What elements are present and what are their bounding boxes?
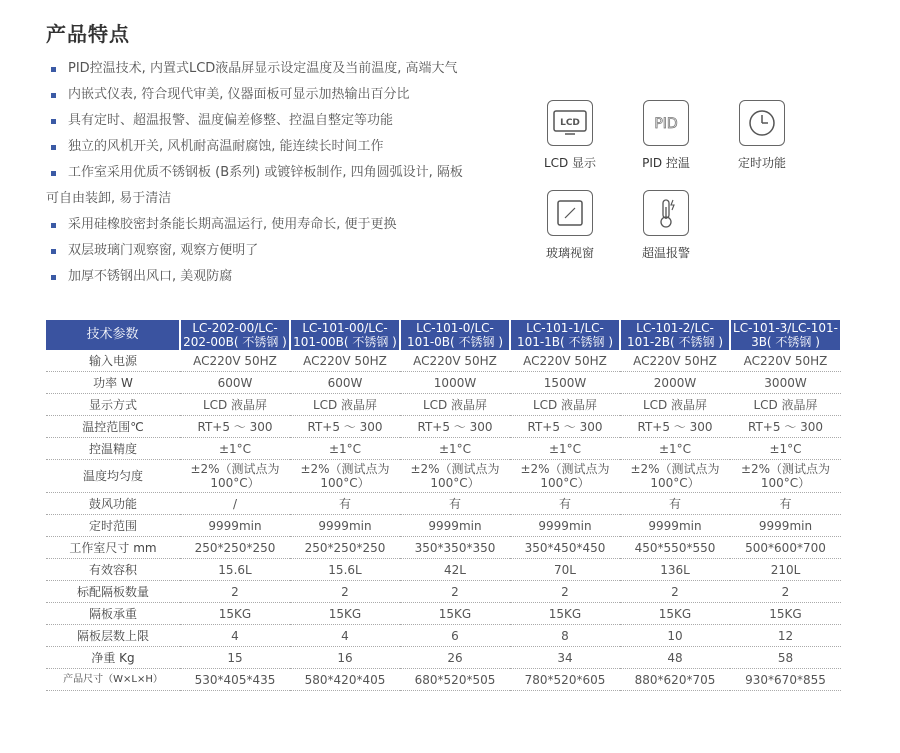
spec-cell: 12 bbox=[730, 625, 841, 647]
spec-row-label: 鼓风功能 bbox=[46, 493, 180, 515]
pid-icon bbox=[643, 100, 689, 146]
spec-row bbox=[46, 438, 841, 460]
spec-cell: / bbox=[180, 493, 290, 515]
spec-cell: 250*250*250 bbox=[180, 537, 290, 559]
section-title: 产品特点 bbox=[46, 22, 130, 46]
spec-cell: 680*520*505 bbox=[400, 669, 510, 691]
spec-cell: AC220V 50HZ bbox=[730, 350, 841, 372]
spec-cell: ±1°C bbox=[290, 438, 400, 460]
feature-timer bbox=[722, 100, 802, 171]
spec-cell: ±2%（测试点为100°C） bbox=[510, 460, 620, 493]
spec-cell: LCD 液晶屏 bbox=[730, 394, 841, 416]
svg-text:LCD: LCD bbox=[560, 118, 580, 128]
spec-cell: 1500W bbox=[510, 372, 620, 394]
spec-cell: 1000W bbox=[400, 372, 510, 394]
glass-window-icon bbox=[547, 190, 593, 236]
spec-cell: 4 bbox=[290, 625, 400, 647]
spec-cell: ±2%（测试点为100°C） bbox=[290, 460, 400, 493]
spec-row-label: 显示方式 bbox=[46, 394, 180, 416]
spec-row-label: 隔板层数上限 bbox=[46, 625, 180, 647]
spec-cell: RT+5 ～ 300 bbox=[180, 416, 290, 438]
spec-row-label: 工作室尺寸 mm bbox=[46, 537, 180, 559]
spec-cell: 15KG bbox=[290, 603, 400, 625]
spec-header-row bbox=[46, 320, 841, 350]
spec-cell: 3000W bbox=[730, 372, 841, 394]
spec-cell: 4 bbox=[180, 625, 290, 647]
thermometer-alarm-icon bbox=[643, 190, 689, 236]
model-header: LC-101-0/LC-101-0B( 不锈钢 ) bbox=[400, 320, 510, 350]
spec-header-label: 技术参数 bbox=[46, 320, 180, 350]
feature-pid bbox=[626, 100, 706, 171]
spec-cell: 210L bbox=[730, 559, 841, 581]
spec-cell: RT+5 ～ 300 bbox=[400, 416, 510, 438]
spec-cell: 48 bbox=[620, 647, 730, 669]
spec-row-label: 定时范围 bbox=[46, 515, 180, 537]
spec-row bbox=[46, 603, 841, 625]
spec-cell: 70L bbox=[510, 559, 620, 581]
spec-row bbox=[46, 350, 841, 372]
spec-cell: LCD 液晶屏 bbox=[400, 394, 510, 416]
clock-icon bbox=[739, 100, 785, 146]
spec-cell: RT+5 ～ 300 bbox=[290, 416, 400, 438]
spec-cell: 8 bbox=[510, 625, 620, 647]
spec-row-label: 产品尺寸（W×L×H） bbox=[46, 669, 180, 691]
spec-cell: 350*350*350 bbox=[400, 537, 510, 559]
spec-row-label: 输入电源 bbox=[46, 350, 180, 372]
spec-row bbox=[46, 559, 841, 581]
spec-cell: 136L bbox=[620, 559, 730, 581]
spec-cell: 9999min bbox=[510, 515, 620, 537]
spec-cell: 2000W bbox=[620, 372, 730, 394]
spec-cell: 880*620*705 bbox=[620, 669, 730, 691]
spec-cell: 2 bbox=[730, 581, 841, 603]
model-header: LC-101-2/LC-101-2B( 不锈钢 ) bbox=[620, 320, 730, 350]
spec-cell: 2 bbox=[400, 581, 510, 603]
spec-cell: 580*420*405 bbox=[290, 669, 400, 691]
spec-cell: 9999min bbox=[180, 515, 290, 537]
feature-glass-window bbox=[530, 190, 610, 261]
spec-cell: RT+5 ～ 300 bbox=[730, 416, 841, 438]
spec-cell: 500*600*700 bbox=[730, 537, 841, 559]
spec-row-label: 隔板承重 bbox=[46, 603, 180, 625]
feature-item: 独立的风机开关, 风机耐高温耐腐蚀, 能连续长时间工作 bbox=[46, 134, 506, 160]
model-header: LC-101-3/LC-101-3B( 不锈钢 ) bbox=[730, 320, 841, 350]
spec-cell: 16 bbox=[290, 647, 400, 669]
spec-cell: 10 bbox=[620, 625, 730, 647]
spec-cell: 2 bbox=[620, 581, 730, 603]
spec-cell: 930*670*855 bbox=[730, 669, 841, 691]
spec-cell: 2 bbox=[510, 581, 620, 603]
feature-item: 工作室采用优质不锈钢板 (B系列) 或镀锌板制作, 四角圆弧设计, 隔板 bbox=[46, 160, 506, 186]
spec-cell: LCD 液晶屏 bbox=[180, 394, 290, 416]
feature-item: 双层玻璃门观察窗, 观察方便明了 bbox=[46, 238, 506, 264]
lcd-icon bbox=[547, 100, 593, 146]
feature-item: 加厚不锈钢出风口, 美观防腐 bbox=[46, 264, 506, 290]
spec-cell: 600W bbox=[180, 372, 290, 394]
spec-cell: ±2%（测试点为100°C） bbox=[730, 460, 841, 493]
spec-row bbox=[46, 625, 841, 647]
spec-cell: 15.6L bbox=[290, 559, 400, 581]
spec-cell: LCD 液晶屏 bbox=[290, 394, 400, 416]
spec-cell: 2 bbox=[290, 581, 400, 603]
spec-cell: AC220V 50HZ bbox=[180, 350, 290, 372]
spec-row bbox=[46, 537, 841, 559]
spec-cell: 15KG bbox=[730, 603, 841, 625]
spec-row-label: 控温精度 bbox=[46, 438, 180, 460]
spec-row bbox=[46, 515, 841, 537]
feature-item: PID控温技术, 内置式LCD液晶屏显示设定温度及当前温度, 高端大气 bbox=[46, 56, 506, 82]
spec-cell: 9999min bbox=[290, 515, 400, 537]
spec-cell: 26 bbox=[400, 647, 510, 669]
spec-cell: 530*405*435 bbox=[180, 669, 290, 691]
spec-row-label: 有效容积 bbox=[46, 559, 180, 581]
model-header: LC-101-00/LC-101-00B( 不锈钢 ) bbox=[290, 320, 400, 350]
model-header: LC-202-00/LC-202-00B( 不锈钢 ) bbox=[180, 320, 290, 350]
spec-cell: AC220V 50HZ bbox=[510, 350, 620, 372]
spec-row-label: 净重 Kg bbox=[46, 647, 180, 669]
spec-cell: 6 bbox=[400, 625, 510, 647]
spec-cell: 有 bbox=[400, 493, 510, 515]
spec-cell: 9999min bbox=[620, 515, 730, 537]
spec-cell: ±2%（测试点为100°C） bbox=[400, 460, 510, 493]
spec-cell: 有 bbox=[730, 493, 841, 515]
spec-cell: ±1°C bbox=[180, 438, 290, 460]
spec-table bbox=[46, 320, 842, 691]
spec-row bbox=[46, 460, 841, 493]
over-temp-alarm-label: 超温报警 bbox=[641, 246, 690, 260]
feature-item: 可自由装卸, 易于清洁 bbox=[46, 191, 172, 206]
spec-cell: 有 bbox=[620, 493, 730, 515]
spec-cell: AC220V 50HZ bbox=[620, 350, 730, 372]
spec-cell: 15 bbox=[180, 647, 290, 669]
svg-text:PID: PID bbox=[654, 116, 678, 132]
spec-row bbox=[46, 647, 841, 669]
spec-cell: 15KG bbox=[180, 603, 290, 625]
glass-window-label: 玻璃视窗 bbox=[545, 246, 594, 260]
feature-item: 采用硅橡胶密封条能长期高温运行, 使用寿命长, 便于更换 bbox=[46, 212, 506, 238]
pid-label: PID 控温 bbox=[642, 156, 690, 170]
spec-cell: 15KG bbox=[400, 603, 510, 625]
spec-cell: ±1°C bbox=[510, 438, 620, 460]
spec-cell: 250*250*250 bbox=[290, 537, 400, 559]
spec-cell: 9999min bbox=[730, 515, 841, 537]
timer-label: 定时功能 bbox=[737, 156, 786, 170]
spec-row bbox=[46, 493, 841, 515]
spec-cell: RT+5 ～ 300 bbox=[510, 416, 620, 438]
spec-row-label: 温度均匀度 bbox=[46, 460, 180, 493]
spec-row bbox=[46, 394, 841, 416]
spec-cell: AC220V 50HZ bbox=[290, 350, 400, 372]
feature-list bbox=[46, 56, 506, 290]
spec-cell: ±1°C bbox=[620, 438, 730, 460]
spec-cell: AC220V 50HZ bbox=[400, 350, 510, 372]
spec-cell: RT+5 ～ 300 bbox=[620, 416, 730, 438]
spec-cell: ±2%（测试点为100°C） bbox=[180, 460, 290, 493]
spec-row bbox=[46, 669, 841, 691]
spec-cell: LCD 液晶屏 bbox=[510, 394, 620, 416]
spec-cell: 780*520*605 bbox=[510, 669, 620, 691]
spec-cell: 15KG bbox=[510, 603, 620, 625]
spec-row-label: 温控范围℃ bbox=[46, 416, 180, 438]
lcd-label: LCD 显示 bbox=[543, 156, 597, 170]
spec-cell: 34 bbox=[510, 647, 620, 669]
spec-row-label: 功率 W bbox=[46, 372, 180, 394]
feature-item: 具有定时、超温报警、温度偏差修整、控温自整定等功能 bbox=[46, 108, 506, 134]
spec-cell: 有 bbox=[290, 493, 400, 515]
spec-cell: 42L bbox=[400, 559, 510, 581]
feature-item: 内嵌式仪表, 符合现代审美, 仪器面板可显示加热输出百分比 bbox=[46, 82, 506, 108]
spec-cell: 有 bbox=[510, 493, 620, 515]
spec-row bbox=[46, 581, 841, 603]
spec-cell: 9999min bbox=[400, 515, 510, 537]
spec-cell: 2 bbox=[180, 581, 290, 603]
spec-cell: 350*450*450 bbox=[510, 537, 620, 559]
spec-cell: ±1°C bbox=[730, 438, 841, 460]
feature-lcd bbox=[530, 100, 610, 171]
feature-over-temp-alarm bbox=[626, 190, 706, 261]
spec-row-label: 标配隔板数量 bbox=[46, 581, 180, 603]
spec-cell: 58 bbox=[730, 647, 841, 669]
spec-cell: 15.6L bbox=[180, 559, 290, 581]
spec-cell: LCD 液晶屏 bbox=[620, 394, 730, 416]
spec-row bbox=[46, 372, 841, 394]
spec-cell: 600W bbox=[290, 372, 400, 394]
spec-row bbox=[46, 416, 841, 438]
spec-cell: 450*550*550 bbox=[620, 537, 730, 559]
spec-cell: 15KG bbox=[620, 603, 730, 625]
spec-cell: ±2%（测试点为100°C） bbox=[620, 460, 730, 493]
spec-cell: ±1°C bbox=[400, 438, 510, 460]
model-header: LC-101-1/LC-101-1B( 不锈钢 ) bbox=[510, 320, 620, 350]
